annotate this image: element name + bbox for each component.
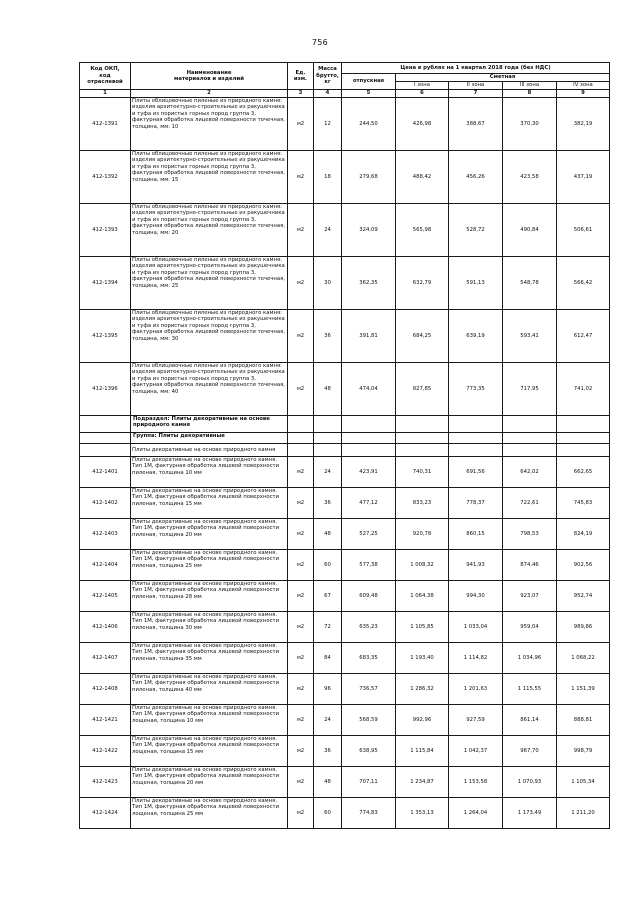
header-code-line: код xyxy=(99,72,111,79)
column-number: 6 xyxy=(396,90,449,98)
section-empty-cell xyxy=(288,416,314,433)
item-unit: м2 xyxy=(288,257,314,310)
price-zone-4: 888,81 xyxy=(557,705,610,736)
price-zone-2: 1 264,04 xyxy=(449,798,503,829)
column-numbers-row xyxy=(80,90,610,98)
group-empty-cell xyxy=(288,433,314,444)
item-name: Плиты облицовочные пиленые из природного камня: изделия архитектурно-строительные из ракушечника и туфа из пористых горных пород группа 3, фактурная обработка лицевой поверхности точечная, толщина, мм: 40 xyxy=(131,363,288,416)
header-release-price: отпускная xyxy=(342,74,396,90)
item-unit: м2 xyxy=(288,457,314,488)
item-unit: м2 xyxy=(288,581,314,612)
column-number: 8 xyxy=(503,90,557,98)
price-zone-1: 565,98 xyxy=(396,204,449,257)
item-code: 412-1403 xyxy=(80,519,131,550)
item-code: 412-1391 xyxy=(80,98,131,151)
item-code: 412-1408 xyxy=(80,674,131,705)
price-zone-2: 691,56 xyxy=(449,457,503,488)
price-zone-3: 874,46 xyxy=(503,550,557,581)
price-zone-3: 1 115,55 xyxy=(503,674,557,705)
price-release: 635,23 xyxy=(342,612,396,643)
header-mass-line: Масса xyxy=(318,66,337,73)
item-mass: 12 xyxy=(314,98,342,151)
price-zone-2: 1 042,37 xyxy=(449,736,503,767)
header-code xyxy=(80,63,131,90)
subgroup-title: Плиты декоративные на основе природного камня xyxy=(131,444,288,457)
price-zone-3: 423,58 xyxy=(503,151,557,204)
table-row xyxy=(80,705,610,736)
price-zone-4: 437,19 xyxy=(557,151,610,204)
item-unit: м2 xyxy=(288,612,314,643)
section-title: Подраздел: Плиты декоративные на основе природного камня xyxy=(131,416,288,433)
price-zone-2: 1 114,82 xyxy=(449,643,503,674)
item-name: Плиты облицовочные пиленые из природного камня: изделия архитектурно-строительные из ракушечника и туфа из пористых горных пород группа 3, фактурная обработка лицевой поверхности точечная, толщина, мм: 10 xyxy=(131,98,288,151)
header-name-line: материалов и изделий xyxy=(174,76,244,82)
item-mass: 24 xyxy=(314,705,342,736)
price-zone-2: 1 033,04 xyxy=(449,612,503,643)
header-unit xyxy=(288,63,314,90)
header-zone-4: IV зона xyxy=(557,82,610,90)
price-zone-4: 952,74 xyxy=(557,581,610,612)
table-row xyxy=(80,519,610,550)
price-zone-1: 1 115,84 xyxy=(396,736,449,767)
item-name: Плиты декоративные на основе природного камня. Тип 1М, фактурная обработка лицевой поверхности пиленая, толщина 40 мм xyxy=(131,674,288,705)
item-code: 412-1424 xyxy=(80,798,131,829)
price-zone-3: 717,95 xyxy=(503,363,557,416)
price-zone-1: 1 193,40 xyxy=(396,643,449,674)
price-zone-3: 548,78 xyxy=(503,257,557,310)
item-unit: м2 xyxy=(288,310,314,363)
item-mass: 60 xyxy=(314,550,342,581)
header-name-line: Наименование xyxy=(186,69,232,76)
page-number: 756 xyxy=(311,38,329,47)
item-name: Плиты декоративные на основе природного камня. Тип 1М, фактурная обработка лицевой поверхности лощеная, толщина 15 мм xyxy=(131,736,288,767)
table-body-plates xyxy=(80,90,610,416)
price-zone-3: 967,70 xyxy=(503,736,557,767)
item-mass: 96 xyxy=(314,674,342,705)
price-release: 474,04 xyxy=(342,363,396,416)
subgroup-empty-cell xyxy=(314,444,342,457)
item-name: Плиты декоративные на основе природного камня. Тип 1М, фактурная обработка лицевой поверхности пиленая, толщина 25 мм xyxy=(131,550,288,581)
item-unit: м2 xyxy=(288,98,314,151)
price-zone-3: 642,02 xyxy=(503,457,557,488)
table-row xyxy=(80,310,610,363)
header-mass-line: брутто, xyxy=(316,72,339,79)
price-zone-4: 1 105,34 xyxy=(557,767,610,798)
item-unit: м2 xyxy=(288,643,314,674)
item-mass: 84 xyxy=(314,643,342,674)
price-zone-4: 566,42 xyxy=(557,257,610,310)
table-row xyxy=(80,151,610,204)
column-number: 3 xyxy=(288,90,314,98)
table-row xyxy=(80,98,610,151)
price-zone-1: 1 234,87 xyxy=(396,767,449,798)
item-name: Плиты облицовочные пиленые из природного камня: изделия архитектурно-строительные из ракушечника и туфа из пористых горных пород группа 3, фактурная обработка лицевой поверхности точечная, толщина, мм: 30 xyxy=(131,310,288,363)
price-release: 568,59 xyxy=(342,705,396,736)
item-mass: 60 xyxy=(314,798,342,829)
price-zone-2: 1 153,58 xyxy=(449,767,503,798)
table-row xyxy=(80,257,610,310)
section-empty-cell xyxy=(449,416,503,433)
price-zone-3: 593,41 xyxy=(503,310,557,363)
table-row xyxy=(80,612,610,643)
section-empty-cell xyxy=(314,416,342,433)
item-code: 412-1421 xyxy=(80,705,131,736)
item-unit: м2 xyxy=(288,519,314,550)
item-mass: 30 xyxy=(314,257,342,310)
item-name: Плиты облицовочные пиленые из природного камня: изделия архитектурно-строительные из ракушечника и туфа из пористых горных пород группа 3, фактурная обработка лицевой поверхности точечная, толщина, мм: 25 xyxy=(131,257,288,310)
price-zone-2: 528,72 xyxy=(449,204,503,257)
price-zone-4: 824,19 xyxy=(557,519,610,550)
table-body-sections xyxy=(80,416,610,457)
price-zone-4: 745,83 xyxy=(557,488,610,519)
table-row xyxy=(80,457,610,488)
price-zone-3: 959,04 xyxy=(503,612,557,643)
price-zone-3: 370,30 xyxy=(503,98,557,151)
table-row xyxy=(80,643,610,674)
item-mass: 48 xyxy=(314,363,342,416)
header-unit-line: Ед. xyxy=(295,69,306,76)
column-number: 4 xyxy=(314,90,342,98)
price-zone-2: 591,13 xyxy=(449,257,503,310)
price-zone-2: 994,30 xyxy=(449,581,503,612)
header-mass-line: кг xyxy=(324,79,331,86)
column-number: 1 xyxy=(80,90,131,98)
header-name xyxy=(131,63,288,90)
section-code-cell xyxy=(80,416,131,433)
price-release: 362,35 xyxy=(342,257,396,310)
table-row xyxy=(80,550,610,581)
price-zone-3: 722,61 xyxy=(503,488,557,519)
section-empty-cell xyxy=(342,416,396,433)
price-zone-1: 488,42 xyxy=(396,151,449,204)
item-mass: 36 xyxy=(314,736,342,767)
price-zone-1: 740,31 xyxy=(396,457,449,488)
subgroup-empty-cell xyxy=(288,444,314,457)
item-name: Плиты декоративные на основе природного камня. Тип 1М, фактурная обработка лицевой поверхности пиленая, толщина 10 мм xyxy=(131,457,288,488)
item-unit: м2 xyxy=(288,767,314,798)
price-zone-3: 490,84 xyxy=(503,204,557,257)
item-name: Плиты декоративные на основе природного камня. Тип 1М, фактурная обработка лицевой поверхности пиленая, толщина 30 мм xyxy=(131,612,288,643)
item-unit: м2 xyxy=(288,674,314,705)
item-name: Плиты декоративные на основе природного камня. Тип 1М, фактурная обработка лицевой поверхности пиленая, толщина 20 мм xyxy=(131,519,288,550)
price-zone-1: 1 353,13 xyxy=(396,798,449,829)
price-zone-1: 632,79 xyxy=(396,257,449,310)
group-empty-cell xyxy=(503,433,557,444)
item-name: Плиты декоративные на основе природного камня. Тип 1М, фактурная обработка лицевой поверхности лощеная, толщина 10 мм xyxy=(131,705,288,736)
price-release: 423,91 xyxy=(342,457,396,488)
price-zone-2: 388,67 xyxy=(449,98,503,151)
subgroup-empty-cell xyxy=(396,444,449,457)
price-zone-2: 778,37 xyxy=(449,488,503,519)
item-unit: м2 xyxy=(288,151,314,204)
price-release: 244,50 xyxy=(342,98,396,151)
price-zone-4: 382,19 xyxy=(557,98,610,151)
price-zone-2: 941,93 xyxy=(449,550,503,581)
column-number: 9 xyxy=(557,90,610,98)
column-number: 7 xyxy=(449,90,503,98)
price-zone-4: 998,79 xyxy=(557,736,610,767)
item-name: Плиты декоративные на основе природного камня. Тип 1М, фактурная обработка лицевой поверхности пиленая, толщина 15 мм xyxy=(131,488,288,519)
item-mass: 24 xyxy=(314,457,342,488)
price-release: 279,68 xyxy=(342,151,396,204)
price-release: 683,35 xyxy=(342,643,396,674)
header-mass xyxy=(314,63,342,90)
item-code: 412-1404 xyxy=(80,550,131,581)
price-zone-1: 426,98 xyxy=(396,98,449,151)
item-code: 412-1422 xyxy=(80,736,131,767)
header-unit-line: изм. xyxy=(293,76,308,82)
price-zone-1: 992,96 xyxy=(396,705,449,736)
price-zone-4: 989,86 xyxy=(557,612,610,643)
price-release: 736,57 xyxy=(342,674,396,705)
item-code: 412-1395 xyxy=(80,310,131,363)
table-row xyxy=(80,674,610,705)
group-code-cell xyxy=(80,433,131,444)
price-zone-4: 506,61 xyxy=(557,204,610,257)
section-empty-cell xyxy=(396,416,449,433)
price-zone-4: 662,65 xyxy=(557,457,610,488)
price-table xyxy=(79,62,610,829)
price-zone-4: 1 068,22 xyxy=(557,643,610,674)
header-zone-2: II зона xyxy=(449,82,503,90)
table-row xyxy=(80,767,610,798)
header-zone-1: I зона xyxy=(396,82,449,90)
price-zone-2: 1 201,63 xyxy=(449,674,503,705)
item-mass: 36 xyxy=(314,310,342,363)
item-unit: м2 xyxy=(288,204,314,257)
price-zone-3: 1 034,96 xyxy=(503,643,557,674)
table-header xyxy=(80,63,610,90)
item-unit: м2 xyxy=(288,550,314,581)
item-code: 412-1402 xyxy=(80,488,131,519)
price-zone-2: 773,35 xyxy=(449,363,503,416)
price-zone-1: 684,25 xyxy=(396,310,449,363)
price-release: 707,11 xyxy=(342,767,396,798)
item-name: Плиты декоративные на основе природного камня. Тип 1М, фактурная обработка лицевой поверхности пиленая, толщина 35 мм xyxy=(131,643,288,674)
section-empty-cell xyxy=(557,416,610,433)
section-empty-cell xyxy=(503,416,557,433)
item-name: Плиты облицовочные пиленые из природного камня: изделия архитектурно-строительные из ракушечника и туфа из пористых горных пород группа 3, фактурная обработка лицевой поверхности точечная, толщина, мм: 15 xyxy=(131,151,288,204)
table-row xyxy=(80,488,610,519)
item-code: 412-1406 xyxy=(80,612,131,643)
section-row xyxy=(80,416,610,433)
price-zone-4: 741,02 xyxy=(557,363,610,416)
price-release: 609,48 xyxy=(342,581,396,612)
header-zone-3: III зона xyxy=(503,82,557,90)
price-release: 774,83 xyxy=(342,798,396,829)
item-name: Плиты облицовочные пиленые из природного камня: изделия архитектурно-строительные из ракушечника и туфа из пористых горных пород группа 3, фактурная обработка лицевой поверхности точечная, толщина, мм: 20 xyxy=(131,204,288,257)
subgroup-empty-cell xyxy=(342,444,396,457)
subgroup-row xyxy=(80,444,610,457)
price-zone-2: 639,19 xyxy=(449,310,503,363)
price-release: 391,81 xyxy=(342,310,396,363)
item-mass: 67 xyxy=(314,581,342,612)
header-code-line: отраслевой xyxy=(87,79,123,86)
item-code: 412-1394 xyxy=(80,257,131,310)
item-mass: 48 xyxy=(314,519,342,550)
table-row xyxy=(80,736,610,767)
price-zone-2: 927,59 xyxy=(449,705,503,736)
price-zone-1: 827,85 xyxy=(396,363,449,416)
column-number: 2 xyxy=(131,90,288,98)
item-code: 412-1392 xyxy=(80,151,131,204)
header-estimate: Сметная xyxy=(396,74,610,82)
price-zone-1: 1 105,85 xyxy=(396,612,449,643)
price-zone-2: 860,15 xyxy=(449,519,503,550)
subgroup-empty-cell xyxy=(449,444,503,457)
column-number: 5 xyxy=(342,90,396,98)
table-row xyxy=(80,581,610,612)
item-code: 412-1401 xyxy=(80,457,131,488)
table-row xyxy=(80,798,610,829)
item-code: 412-1423 xyxy=(80,767,131,798)
item-name: Плиты декоративные на основе природного камня. Тип 1М, фактурная обработка лицевой поверхности лощеная, толщина 25 мм xyxy=(131,798,288,829)
subgroup-empty-cell xyxy=(557,444,610,457)
item-unit: м2 xyxy=(288,798,314,829)
price-zone-4: 1 151,39 xyxy=(557,674,610,705)
price-release: 324,09 xyxy=(342,204,396,257)
item-unit: м2 xyxy=(288,488,314,519)
price-zone-1: 920,78 xyxy=(396,519,449,550)
item-mass: 48 xyxy=(314,767,342,798)
group-title: Группа: Плиты декоративные xyxy=(131,433,288,444)
header-price-title: Цена в рублях на 1 квартал 2018 года (без НДС) xyxy=(342,63,610,74)
item-unit: м2 xyxy=(288,363,314,416)
item-code: 412-1405 xyxy=(80,581,131,612)
price-zone-1: 1 008,32 xyxy=(396,550,449,581)
item-code: 412-1396 xyxy=(80,363,131,416)
price-zone-3: 923,07 xyxy=(503,581,557,612)
price-zone-3: 861,14 xyxy=(503,705,557,736)
subgroup-empty-cell xyxy=(503,444,557,457)
price-zone-3: 1 173,49 xyxy=(503,798,557,829)
price-zone-3: 1 070,93 xyxy=(503,767,557,798)
price-zone-1: 1 286,32 xyxy=(396,674,449,705)
price-release: 638,95 xyxy=(342,736,396,767)
header-code-line: Код ОКП, xyxy=(90,66,120,73)
item-mass: 72 xyxy=(314,612,342,643)
item-unit: м2 xyxy=(288,736,314,767)
price-zone-4: 902,56 xyxy=(557,550,610,581)
price-zone-4: 612,47 xyxy=(557,310,610,363)
price-release: 527,25 xyxy=(342,519,396,550)
price-zone-3: 798,53 xyxy=(503,519,557,550)
item-name: Плиты декоративные на основе природного камня. Тип 1М, фактурная обработка лицевой поверхности пиленая, толщина 28 мм xyxy=(131,581,288,612)
item-mass: 36 xyxy=(314,488,342,519)
price-release: 477,12 xyxy=(342,488,396,519)
subgroup-code-cell xyxy=(80,444,131,457)
price-zone-1: 1 064,38 xyxy=(396,581,449,612)
price-zone-2: 456,26 xyxy=(449,151,503,204)
group-row xyxy=(80,433,610,444)
item-unit: м2 xyxy=(288,705,314,736)
group-empty-cell xyxy=(557,433,610,444)
price-zone-1: 833,23 xyxy=(396,488,449,519)
table-row xyxy=(80,363,610,416)
group-empty-cell xyxy=(314,433,342,444)
group-empty-cell xyxy=(449,433,503,444)
item-code: 412-1407 xyxy=(80,643,131,674)
group-empty-cell xyxy=(396,433,449,444)
item-mass: 18 xyxy=(314,151,342,204)
item-name: Плиты декоративные на основе природного камня. Тип 1М, фактурная обработка лицевой поверхности лощеная, толщина 20 мм xyxy=(131,767,288,798)
price-zone-4: 1 211,20 xyxy=(557,798,610,829)
group-empty-cell xyxy=(342,433,396,444)
table-body-decorative xyxy=(80,457,610,829)
price-release: 577,38 xyxy=(342,550,396,581)
item-code: 412-1393 xyxy=(80,204,131,257)
item-mass: 24 xyxy=(314,204,342,257)
table-row xyxy=(80,204,610,257)
